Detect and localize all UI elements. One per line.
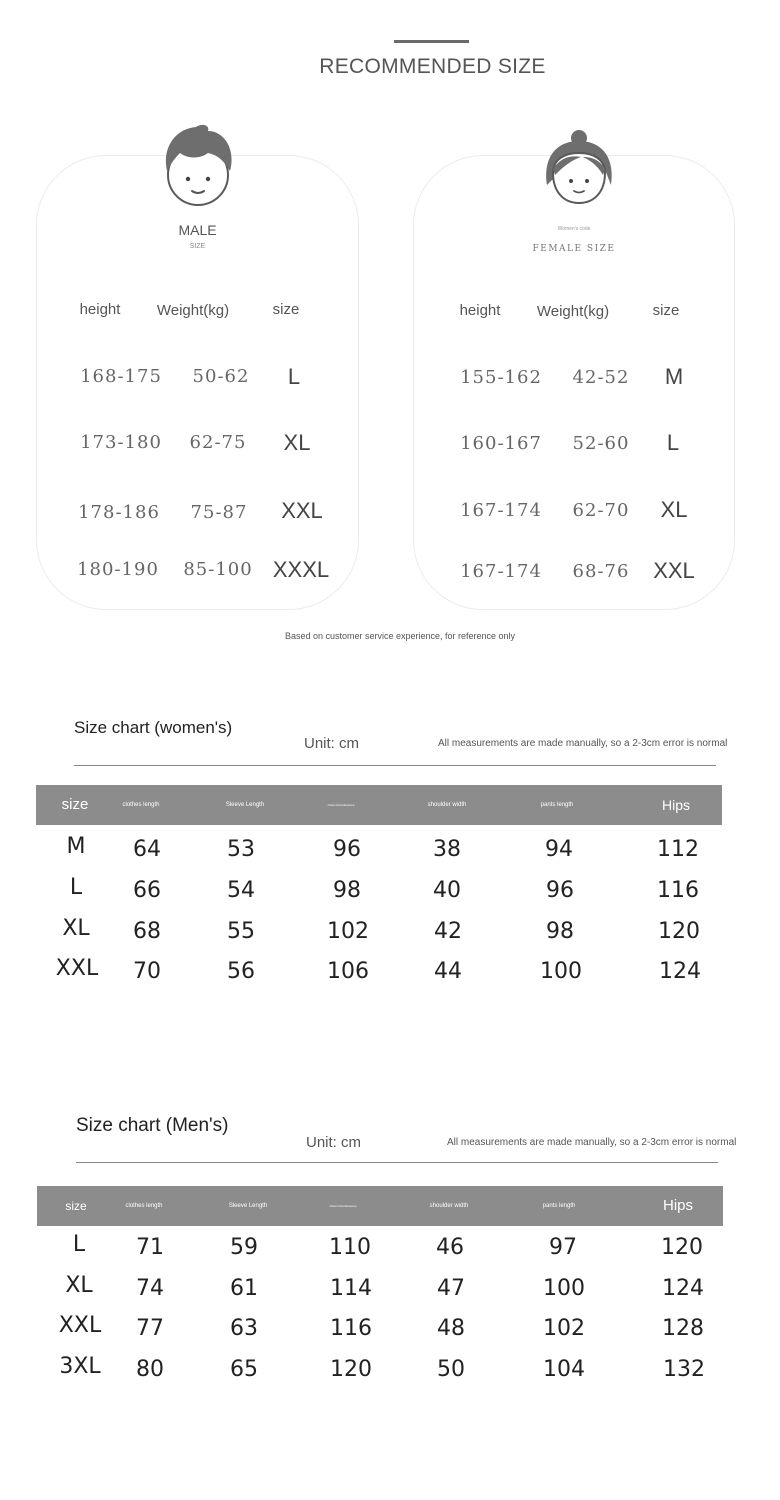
cell-chest: 114	[330, 1276, 372, 1301]
reference-note: Based on customer service experience, for reference only	[284, 631, 516, 641]
male-row-size: XL	[283, 430, 311, 455]
mens-table-header	[37, 1186, 723, 1226]
male-row-height: 173-180	[80, 432, 162, 453]
male-row-height: 180-190	[77, 559, 159, 580]
female-row-weight: 62-70	[572, 500, 630, 521]
cell-sleeve-length: 59	[230, 1235, 258, 1260]
th-pants-length: pants length	[542, 1203, 576, 1209]
female-row-height: 167-174	[460, 561, 542, 582]
cell-shoulder-width: 48	[437, 1316, 465, 1341]
cell-shoulder-width: 44	[434, 959, 462, 984]
cell-hips: 132	[663, 1357, 705, 1382]
male-size-card	[36, 155, 359, 610]
womens-chart-title: Size chart (women's)	[74, 718, 233, 737]
cell-size: XL	[65, 1273, 93, 1298]
cell-shoulder-width: 46	[436, 1235, 464, 1260]
cell-size: L	[72, 1232, 86, 1257]
cell-pants-length: 98	[546, 919, 574, 944]
cell-pants-length: 100	[540, 959, 582, 984]
cell-clothes-length: 77	[136, 1316, 164, 1341]
cell-hips: 124	[659, 959, 701, 984]
cell-clothes-length: 64	[133, 837, 161, 862]
cell-shoulder-width: 50	[437, 1357, 465, 1382]
womens-table-header	[36, 785, 722, 825]
female-label: FEMALE SIZE	[532, 244, 616, 254]
th-chest: chest circumference	[329, 1204, 357, 1208]
th-clothes-length: clothes length	[125, 1203, 163, 1209]
cell-size: M	[66, 834, 86, 859]
th-shoulder-width: shoulder width	[427, 802, 467, 808]
female-row-size: XL	[660, 497, 688, 522]
male-row-weight: 85-100	[183, 559, 253, 580]
cell-chest: 96	[333, 837, 361, 862]
th-hips: Hips	[662, 1197, 694, 1214]
womens-chart-divider	[74, 765, 716, 766]
male-row-size: XXXL	[272, 557, 330, 582]
cell-clothes-length: 74	[136, 1276, 164, 1301]
male-row-weight: 62-75	[189, 432, 247, 453]
male-label: MALE	[178, 222, 217, 238]
title-divider	[394, 40, 469, 43]
male-avatar-icon	[158, 123, 238, 213]
th-clothes-length: clothes length	[122, 802, 160, 808]
female-row-weight: 42-52	[572, 367, 630, 388]
male-sublabel: SIZE	[189, 243, 206, 250]
cell-clothes-length: 68	[133, 919, 161, 944]
cell-hips: 124	[662, 1276, 704, 1301]
female-row-weight: 52-60	[572, 433, 630, 454]
female-row-size: L	[666, 430, 680, 455]
male-row-size: L	[287, 364, 301, 389]
page-title: RECOMMENDED SIZE	[319, 55, 546, 78]
cell-hips: 112	[657, 837, 699, 862]
male-row-weight: 50-62	[192, 366, 250, 387]
cell-chest: 102	[327, 919, 369, 944]
col-weight: Weight(kg)	[536, 303, 610, 320]
th-size: size	[61, 796, 89, 813]
cell-size: XXL	[55, 956, 99, 981]
mens-chart-unit: Unit: cm	[306, 1134, 362, 1151]
th-size: size	[65, 1199, 87, 1213]
col-size: size	[652, 302, 680, 319]
cell-clothes-length: 71	[136, 1235, 164, 1260]
th-sleeve-length: Sleeve Length	[228, 1203, 268, 1209]
cell-shoulder-width: 40	[433, 878, 461, 903]
th-chest: chest circumference	[327, 803, 355, 807]
cell-size: L	[69, 875, 83, 900]
cell-pants-length: 100	[543, 1276, 585, 1301]
female-row-height: 160-167	[460, 433, 542, 454]
male-row-weight: 75-87	[190, 502, 248, 523]
cell-pants-length: 97	[549, 1235, 577, 1260]
cell-size: XXL	[58, 1313, 102, 1338]
cell-shoulder-width: 38	[433, 837, 461, 862]
col-weight: Weight(kg)	[156, 302, 230, 319]
col-height: height	[459, 302, 501, 319]
mens-chart-error-note: All measurements are made manually, so a 2-3cm error is normal	[447, 1137, 737, 1148]
cell-sleeve-length: 65	[230, 1357, 258, 1382]
cell-clothes-length: 70	[133, 959, 161, 984]
womens-chart-unit: Unit: cm	[304, 735, 360, 752]
cell-clothes-length: 80	[136, 1357, 164, 1382]
cell-chest: 120	[330, 1357, 372, 1382]
male-row-height: 168-175	[80, 366, 162, 387]
cell-hips: 128	[662, 1316, 704, 1341]
col-height: height	[79, 301, 121, 318]
cell-sleeve-length: 56	[227, 959, 255, 984]
cell-chest: 116	[330, 1316, 372, 1341]
male-row-size: XXL	[281, 498, 323, 523]
cell-pants-length: 102	[543, 1316, 585, 1341]
female-row-height: 167-174	[460, 500, 542, 521]
womens-chart-error-note: All measurements are made manually, so a 2-3cm error is normal	[438, 738, 728, 749]
male-row-height: 178-186	[78, 502, 160, 523]
th-sleeve-length: Sleeve Length	[225, 802, 265, 808]
female-row-size: M	[664, 364, 684, 389]
female-label-small: Women's code	[557, 226, 591, 232]
cell-hips: 116	[657, 878, 699, 903]
cell-pants-length: 94	[545, 837, 573, 862]
cell-chest: 98	[333, 878, 361, 903]
cell-sleeve-length: 63	[230, 1316, 258, 1341]
female-row-size: XXL	[653, 558, 695, 583]
th-pants-length: pants length	[540, 802, 574, 808]
cell-chest: 110	[329, 1235, 371, 1260]
cell-sleeve-length: 54	[227, 878, 255, 903]
th-hips: Hips	[661, 797, 691, 813]
cell-sleeve-length: 53	[227, 837, 255, 862]
cell-clothes-length: 66	[133, 878, 161, 903]
female-size-card	[413, 155, 735, 610]
female-row-weight: 68-76	[572, 561, 630, 582]
cell-size: XL	[62, 916, 90, 941]
cell-size: 3XL	[59, 1354, 101, 1379]
mens-chart-title: Size chart (Men's)	[76, 1115, 229, 1136]
cell-shoulder-width: 42	[434, 919, 462, 944]
cell-hips: 120	[661, 1235, 703, 1260]
female-avatar-icon	[541, 129, 617, 213]
cell-pants-length: 96	[546, 878, 574, 903]
cell-shoulder-width: 47	[437, 1276, 465, 1301]
cell-sleeve-length: 61	[230, 1276, 258, 1301]
col-size: size	[272, 301, 300, 318]
cell-hips: 120	[658, 919, 700, 944]
female-row-height: 155-162	[460, 367, 542, 388]
mens-chart-divider	[76, 1162, 718, 1163]
cell-chest: 106	[327, 959, 369, 984]
cell-sleeve-length: 55	[227, 919, 255, 944]
cell-pants-length: 104	[543, 1357, 585, 1382]
th-shoulder-width: shoulder width	[429, 1203, 469, 1209]
